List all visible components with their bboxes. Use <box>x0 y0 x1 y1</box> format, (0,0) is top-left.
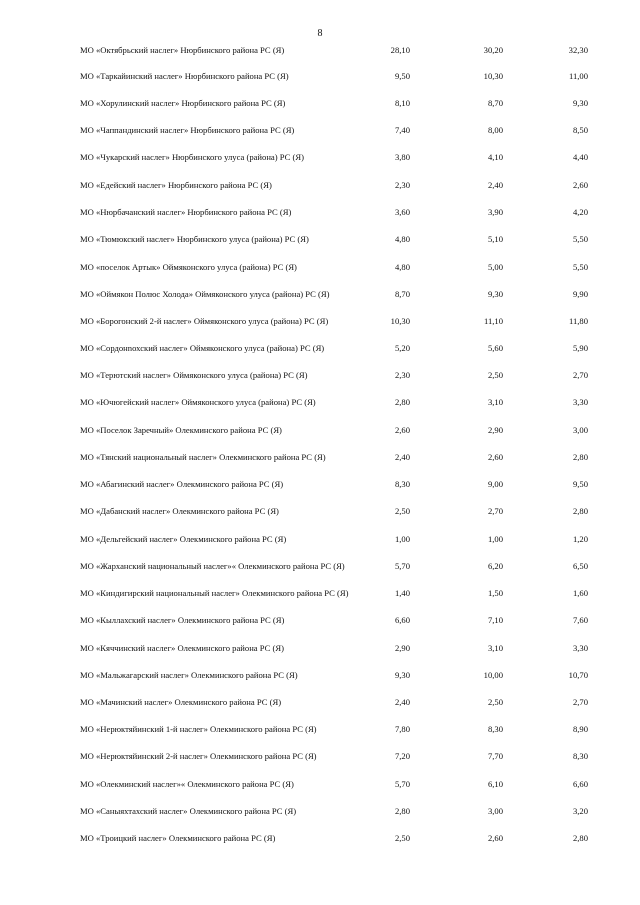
value-col-2: 2,70 <box>487 506 503 516</box>
value-col-2: 2,60 <box>487 452 503 462</box>
value-col-2: 3,00 <box>487 806 503 816</box>
value-col-3: 3,30 <box>572 397 588 407</box>
value-col-2: 9,00 <box>487 479 503 489</box>
value-col-3: 5,50 <box>572 262 588 272</box>
municipality-name: МО «Хорулинский наслег» Нюрбинского района РС (Я) <box>80 98 286 108</box>
value-col-1: 28,10 <box>390 45 410 55</box>
value-col-2: 11,10 <box>483 316 503 326</box>
value-col-2: 7,70 <box>487 751 503 761</box>
municipality-name: МО «Тянский национальный наслег» Олекминского района РС (Я) <box>80 452 326 462</box>
value-col-3: 1,60 <box>572 588 588 598</box>
municipality-name: МО «Кыллахский наслег» Олекминского района РС (Я) <box>80 615 285 625</box>
value-col-2: 8,70 <box>487 98 503 108</box>
municipality-name: МО «поселок Артык» Оймяконского улуса (района) РС (Я) <box>80 262 297 272</box>
value-col-1: 3,80 <box>394 152 410 162</box>
value-col-2: 5,00 <box>487 262 503 272</box>
municipality-name: МО «Тюмюкский наслег» Нюрбинского улуса (района) РС (Я) <box>80 234 309 244</box>
value-col-1: 7,20 <box>394 751 410 761</box>
value-col-3: 3,20 <box>572 806 588 816</box>
value-col-1: 7,40 <box>394 125 410 135</box>
value-col-1: 8,70 <box>394 289 410 299</box>
value-col-3: 2,70 <box>572 370 588 380</box>
value-col-2: 2,90 <box>487 425 503 435</box>
value-col-3: 4,40 <box>572 152 588 162</box>
value-col-1: 5,20 <box>394 343 410 353</box>
municipality-name: МО «Кяччинский наслег» Олекминского района РС (Я) <box>80 643 284 653</box>
municipality-name: МО «Едейский наслег» Нюрбинского района РС (Я) <box>80 180 272 190</box>
value-col-1: 2,30 <box>394 370 410 380</box>
municipality-name: МО «Октябрьский наслег» Нюрбинского района РС (Я) <box>80 45 285 55</box>
value-col-1: 4,80 <box>394 262 410 272</box>
municipality-name: МО «Абагинский наслег» Олекминского района РС (Я) <box>80 479 284 489</box>
value-col-3: 1,20 <box>572 534 588 544</box>
value-col-3: 8,50 <box>572 125 588 135</box>
municipality-name: МО «Олекминский наслег»« Олекминского района РС (Я) <box>80 779 294 789</box>
value-col-1: 2,80 <box>394 806 410 816</box>
value-col-2: 10,30 <box>483 71 503 81</box>
value-col-3: 32,30 <box>568 45 588 55</box>
value-col-3: 6,60 <box>572 779 588 789</box>
value-col-2: 3,10 <box>487 643 503 653</box>
municipality-name: МО «Нерюктяйинский 2-й наслег» Олекминского района РС (Я) <box>80 751 317 761</box>
value-col-2: 8,30 <box>487 724 503 734</box>
value-col-1: 6,60 <box>394 615 410 625</box>
value-col-2: 6,10 <box>487 779 503 789</box>
municipality-name: МО «Чукарский наслег» Нюрбинского улуса (района) РС (Я) <box>80 152 304 162</box>
municipality-name: МО «Чаппандинский наслег» Нюрбинского района РС (Я) <box>80 125 295 135</box>
municipality-name: МО «Жарханский национальный наслег»« Олекминского района РС (Я) <box>80 561 345 571</box>
municipality-name: МО «Дельгейский наслег» Олекминского района РС (Я) <box>80 534 287 544</box>
municipality-name: МО «Таркайинский наслег» Нюрбинского района РС (Я) <box>80 71 289 81</box>
municipality-name: МО «Мальжагарский наслег» Олекминского района РС (Я) <box>80 670 298 680</box>
value-col-3: 5,50 <box>572 234 588 244</box>
value-col-3: 9,30 <box>572 98 588 108</box>
value-col-3: 2,80 <box>572 506 588 516</box>
municipality-name: МО «Ючюгейский наслег» Оймяконского улуса (района) РС (Я) <box>80 397 316 407</box>
municipality-name: МО «Терютский наслег» Оймяконского улуса (района) РС (Я) <box>80 370 308 380</box>
municipality-name: МО «Троицкий наслег» Олекминского района РС (Я) <box>80 833 276 843</box>
value-col-2: 2,40 <box>487 180 503 190</box>
municipality-name: МО «Дабанский наслег» Олекминского района РС (Я) <box>80 506 279 516</box>
value-col-1: 2,50 <box>394 833 410 843</box>
value-col-1: 2,60 <box>394 425 410 435</box>
value-col-1: 2,40 <box>394 452 410 462</box>
value-col-2: 30,20 <box>483 45 503 55</box>
value-col-3: 8,90 <box>572 724 588 734</box>
value-col-2: 1,50 <box>487 588 503 598</box>
municipality-name: МО «Оймякон Полюс Холода» Оймяконского улуса (района) РС (Я) <box>80 289 330 299</box>
value-col-2: 3,90 <box>487 207 503 217</box>
value-col-3: 11,00 <box>568 71 588 81</box>
page-number: 8 <box>317 28 323 39</box>
value-col-1: 7,80 <box>394 724 410 734</box>
value-col-1: 5,70 <box>394 779 410 789</box>
value-col-1: 2,40 <box>394 697 410 707</box>
municipality-name: МО «Нюрбачанский наслег» Нюрбинского района РС (Я) <box>80 207 292 217</box>
value-col-2: 2,50 <box>487 370 503 380</box>
value-col-3: 5,90 <box>572 343 588 353</box>
municipality-name: МО «Киндигирский национальный наслег» Олекминского района РС (Я) <box>80 588 349 598</box>
value-col-1: 8,10 <box>394 98 410 108</box>
value-col-3: 3,00 <box>572 425 588 435</box>
municipality-name: МО «Саныяхтахский наслег» Олекминского района РС (Я) <box>80 806 297 816</box>
value-col-1: 8,30 <box>394 479 410 489</box>
municipality-name: МО «Борогонский 2-й наслег» Оймяконского улуса (района) РС (Я) <box>80 316 329 326</box>
value-col-3: 9,50 <box>572 479 588 489</box>
value-col-3: 8,30 <box>572 751 588 761</box>
municipality-name: МО «Мачинский наслег» Олекминского района РС (Я) <box>80 697 282 707</box>
value-col-3: 3,30 <box>572 643 588 653</box>
value-col-2: 4,10 <box>487 152 503 162</box>
value-col-3: 11,80 <box>568 316 588 326</box>
value-col-1: 2,50 <box>394 506 410 516</box>
value-col-2: 9,30 <box>487 289 503 299</box>
value-col-2: 3,10 <box>487 397 503 407</box>
value-col-3: 6,50 <box>572 561 588 571</box>
value-col-2: 2,50 <box>487 697 503 707</box>
value-col-2: 7,10 <box>487 615 503 625</box>
value-col-3: 2,60 <box>572 180 588 190</box>
value-col-1: 5,70 <box>394 561 410 571</box>
value-col-3: 2,80 <box>572 833 588 843</box>
value-col-2: 6,20 <box>487 561 503 571</box>
value-col-1: 9,50 <box>394 71 410 81</box>
value-col-1: 1,40 <box>394 588 410 598</box>
value-col-3: 4,20 <box>572 207 588 217</box>
value-col-1: 9,30 <box>394 670 410 680</box>
value-col-2: 2,60 <box>487 833 503 843</box>
value-col-2: 10,00 <box>483 670 503 680</box>
municipality-name: МО «Нерюктяйинский 1-й наслег» Олекминского района РС (Я) <box>80 724 317 734</box>
value-col-1: 2,30 <box>394 180 410 190</box>
value-col-2: 5,60 <box>487 343 503 353</box>
municipality-name: МО «Поселок Заречный» Олекминского района РС (Я) <box>80 425 282 435</box>
value-col-1: 10,30 <box>390 316 410 326</box>
value-col-1: 2,80 <box>394 397 410 407</box>
value-col-3: 2,70 <box>572 697 588 707</box>
value-col-1: 1,00 <box>394 534 410 544</box>
value-col-2: 5,10 <box>487 234 503 244</box>
value-col-3: 7,60 <box>572 615 588 625</box>
value-col-3: 2,80 <box>572 452 588 462</box>
value-col-2: 1,00 <box>487 534 503 544</box>
value-col-3: 9,90 <box>572 289 588 299</box>
value-col-1: 3,60 <box>394 207 410 217</box>
value-col-1: 2,90 <box>394 643 410 653</box>
value-col-1: 4,80 <box>394 234 410 244</box>
value-col-2: 8,00 <box>487 125 503 135</box>
municipality-name: МО «Сордонnохский наслег» Оймяконского улуса (района) РС (Я) <box>80 343 325 353</box>
value-col-3: 10,70 <box>568 670 588 680</box>
